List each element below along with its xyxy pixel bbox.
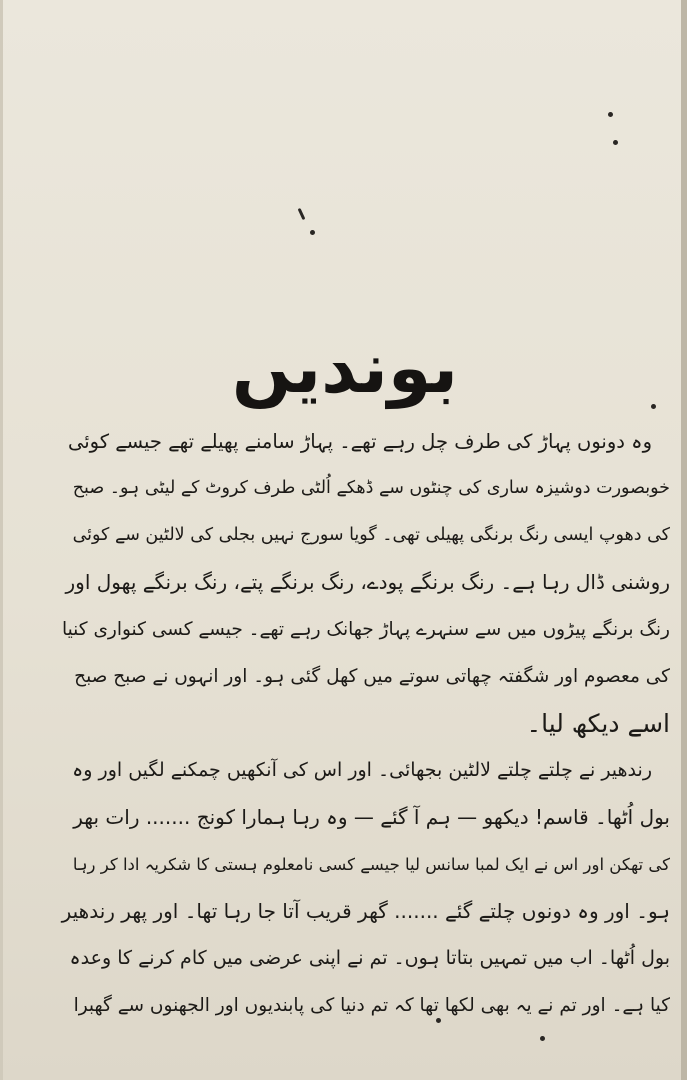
text-line: رندھیر نے چلتے چلتے لالٹین بجھائی۔ اور اس کی آنکھیں چمکنے لگیں اور وہ bbox=[72, 759, 652, 781]
text-line: وہ دونوں پہاڑ کی طرف چل رہے تھے۔ پہاڑ سامنے پھیلے تھے جیسے کوئی bbox=[67, 430, 652, 453]
story-title: بوندیں bbox=[231, 327, 459, 409]
ink-dot bbox=[613, 140, 618, 145]
text-line: کی دھوپ ایسی رنگ برنگی پھیلی تھی۔ گویا سورج نہیں بجلی کی لالٹین سے کوئی bbox=[72, 525, 670, 545]
ink-mark bbox=[298, 208, 306, 220]
ink-dot bbox=[651, 404, 656, 409]
text-line: خوبصورت دوشیزہ ساری کی چنٹوں سے ڈھکے اُلٹی طرف کروٹ کے لیٹی ہو۔ صبح bbox=[72, 478, 670, 498]
text-line: بول اُٹھا۔ اب میں تمہیں بتاتا ہوں۔ تم نے اپنی عرضی میں کام کرنے کا وعدہ bbox=[69, 947, 670, 969]
text-line: کی تھکن اور اس نے ایک لمبا سانس لیا جیسے کسی نامعلوم ہستی کا شکریہ ادا کر رہا bbox=[72, 855, 670, 874]
text-line: روشنی ڈال رہا ہے۔ رنگ برنگے پودے، رنگ برنگے پتے، رنگ برنگے پھول اور bbox=[65, 570, 670, 594]
ink-dot bbox=[608, 112, 613, 117]
text-line: رنگ برنگے پیڑوں میں سے سنہرے پہاڑ جھانک رہے تھے۔ جیسے کسی کنواری کنیا bbox=[61, 619, 670, 640]
text-line: کی معصوم اور شگفتہ چھاتی سوتے میں کھل گئی ہو۔ اور انہوں نے صبح صبح bbox=[74, 666, 670, 687]
story-body bbox=[60, 418, 670, 1018]
ink-dot bbox=[310, 230, 315, 235]
text-line: اسے دیکھ لیا۔ bbox=[526, 709, 670, 738]
text-line: بول اُٹھا۔ قاسم! دیکھو — ہم آ گئے — وہ رہا ہمارا کونج ....... رات بھر bbox=[73, 805, 670, 829]
text-line: ہو۔ اور وہ دونوں چلتے گئے ....... گھر قریب آتا جا رہا تھا۔ اور پھر رندھیر bbox=[61, 899, 670, 923]
ink-dot bbox=[540, 1036, 545, 1041]
page-right-edge bbox=[681, 0, 687, 1080]
text-line: کیا ہے۔ اور تم نے یہ بھی لکھا تھا کہ تم دنیا کی پابندیوں اور الجھنوں سے گھبرا bbox=[73, 995, 670, 1016]
page-left-edge bbox=[0, 0, 3, 1080]
